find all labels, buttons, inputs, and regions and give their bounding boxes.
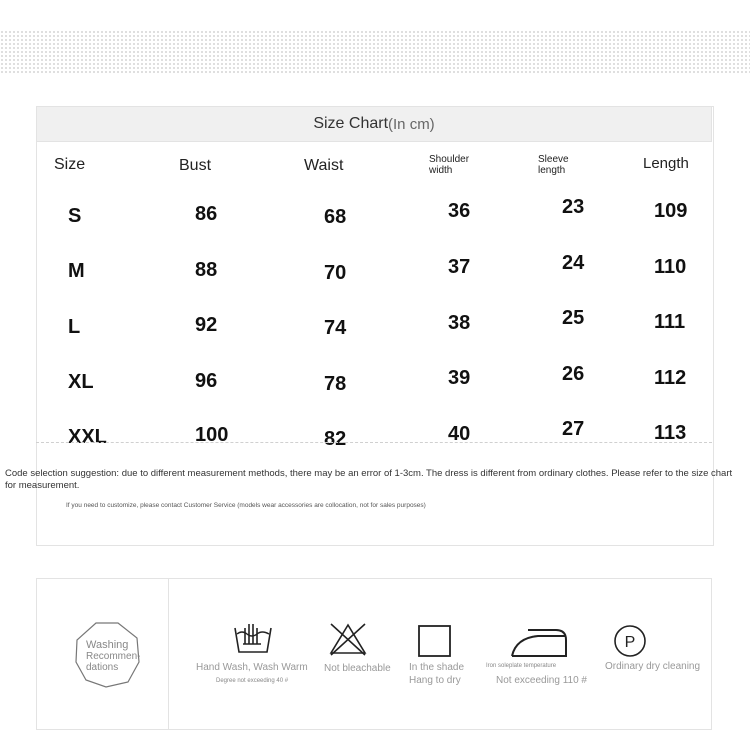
row-xl-bust: 96	[195, 370, 218, 392]
row-xxl-waist: 82	[324, 428, 347, 450]
measurement-note: Code selection suggestion: due to different measurement methods, there may be an error of 1-3cm. The dress is different from ordinary clothes. Please refer to the size chart for measurement.	[5, 468, 733, 491]
row-s-sleeve: 23	[562, 196, 585, 218]
shade-dry-sub: Hang to dry	[409, 675, 461, 686]
row-l-bust: 92	[195, 314, 218, 336]
row-m-size: M	[68, 260, 85, 282]
row-l-waist: 74	[324, 317, 347, 339]
row-xl-sleeve: 26	[562, 363, 585, 385]
row-m-length: 110	[654, 256, 687, 278]
washing-badge-line2: Recommen-	[86, 651, 141, 662]
customize-note: If you need to customize, please contact Customer Service (models wear accessories are collocation, not for sales purposes)	[66, 502, 426, 509]
shade-dry-icon	[417, 624, 453, 658]
washing-divider	[168, 578, 169, 730]
header-shoulder-line2: width	[429, 165, 453, 176]
row-s-size: S	[68, 205, 82, 227]
header-waist: Waist	[304, 157, 344, 174]
row-m-sleeve: 24	[562, 252, 585, 274]
hand-wash-label: Hand Wash, Wash Warm	[196, 662, 308, 673]
header-size: Size	[54, 156, 86, 173]
shade-dry-label: In the shade	[409, 662, 465, 673]
washing-badge-line3: dations	[86, 662, 119, 673]
header-shoulder-width	[429, 154, 469, 176]
row-xxl-bust: 100	[195, 424, 229, 446]
row-m-bust: 88	[195, 259, 218, 281]
row-s-bust: 86	[195, 203, 218, 225]
header-bust: Bust	[179, 157, 212, 174]
row-l-shoulder: 38	[448, 312, 471, 334]
row-m-shoulder: 37	[448, 256, 471, 278]
header-shoulder-line1: Shoulder	[429, 154, 470, 165]
dry-clean-icon	[612, 624, 648, 658]
row-s-length: 109	[654, 200, 688, 222]
row-s-waist: 68	[324, 206, 347, 228]
row-s-shoulder: 36	[448, 200, 471, 222]
row-l-sleeve: 25	[562, 307, 585, 329]
no-bleach-label: Not bleachable	[324, 663, 391, 674]
hand-wash-icon	[233, 622, 273, 656]
row-xl-shoulder: 39	[448, 367, 471, 389]
header-sleeve-length	[538, 154, 569, 176]
row-xl-waist: 78	[324, 373, 347, 395]
dry-clean-label: Ordinary dry cleaning	[605, 661, 701, 672]
row-xxl-length: 113	[654, 422, 687, 444]
chart-unit-text: (In cm)	[388, 115, 435, 133]
row-xl-length: 112	[654, 367, 687, 389]
row-xxl-size: XXL	[68, 426, 107, 448]
row-xxl-sleeve: 27	[562, 418, 585, 440]
iron-label: Iron soleplate temperature	[486, 663, 557, 669]
row-xl-size: XL	[68, 371, 94, 393]
iron-sub: Not exceeding 110 #	[496, 675, 587, 686]
row-l-length: 111	[654, 311, 686, 333]
note-box	[36, 442, 712, 544]
size-chart-title	[36, 106, 712, 142]
header-sleeve-line2: length	[538, 165, 566, 176]
svg-text:P: P	[624, 634, 636, 651]
row-l-size: L	[68, 316, 81, 338]
header-length: Length	[643, 155, 689, 172]
washing-badge-line1: Washing	[86, 639, 129, 651]
header-sleeve-line1: Sleeve	[538, 154, 569, 165]
dotted-banner	[0, 30, 750, 74]
row-m-waist: 70	[324, 262, 347, 284]
hand-wash-sub: Degree not exceeding 40 #	[216, 678, 289, 684]
iron-icon	[508, 624, 570, 660]
washing-badge-label	[86, 640, 140, 673]
row-xxl-shoulder: 40	[448, 423, 471, 445]
no-bleach-icon	[329, 622, 367, 656]
chart-title-text: Size Chart	[313, 115, 389, 132]
